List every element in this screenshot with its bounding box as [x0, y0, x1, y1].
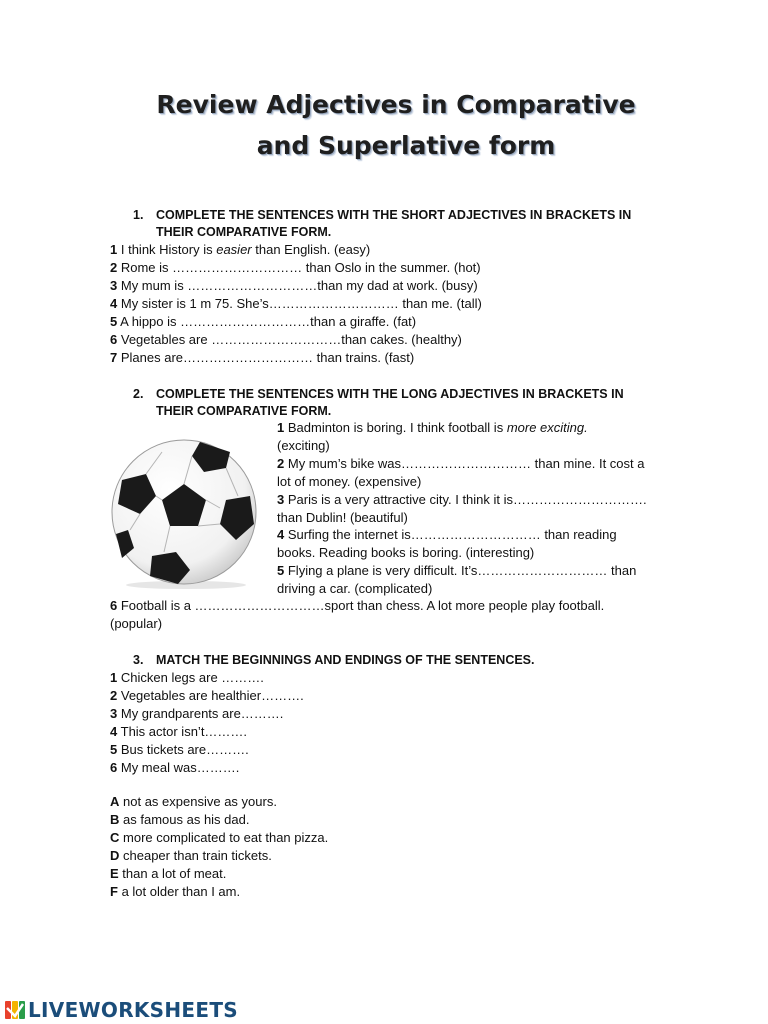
s2-line-6: than Dublin! (beautiful): [277, 510, 408, 525]
s2-line-7: 4 Surfing the internet is………………………… than reading: [277, 527, 617, 542]
s3-ending-a: A not as expensive as yours.: [110, 794, 277, 809]
s2-line-10: driving a car. (complicated): [277, 581, 433, 596]
s1-sentence-3: 3 My mum is …………………………than my dad at work. (busy): [110, 278, 478, 293]
section2-heading: [133, 386, 624, 420]
s3-beginning-5: 5 Bus tickets are……….: [110, 742, 249, 757]
liveworksheets-logo: [4, 998, 238, 1022]
s1-sentence-4: 4 My sister is 1 m 75. She’s………………………… than me. (tall): [110, 296, 482, 311]
s3-beginning-3: 3 My grandparents are……….: [110, 706, 284, 721]
s1-sentence-5: 5 A hippo is …………………………than a giraffe. (fat): [110, 314, 417, 329]
section1-number: 1.: [133, 208, 144, 222]
s2-line-12: (popular): [110, 616, 163, 631]
s2-line-3: 2 My mum’s bike was………………………… than mine. It cost a: [277, 456, 645, 471]
s3-ending-b: B as famous as his dad.: [110, 812, 250, 827]
s2-line-4: lot of money. (expensive): [277, 474, 422, 489]
s2-line-1: 1 Badminton is boring. I think football is more exciting.: [277, 420, 588, 435]
s1-example-answer: easier: [216, 242, 252, 257]
s2-line-11: 6 Football is a …………………………sport than chess. A lot more people play football.: [110, 598, 605, 613]
s3-beginning-6: 6 My meal was……….: [110, 760, 240, 775]
section3-heading: [133, 652, 535, 669]
section1-heading: [133, 207, 632, 241]
s3-ending-d: D cheaper than train tickets.: [110, 848, 272, 863]
page-title-line2: and Superlative form: [256, 131, 556, 160]
section2-heading-line1: COMPLETE THE SENTENCES WITH THE LONG ADJECTIVES IN BRACKETS IN: [156, 387, 624, 401]
section3-number: 3.: [133, 653, 144, 667]
section2-number: 2.: [133, 387, 144, 401]
soccer-ball-icon: [108, 438, 260, 590]
section1-heading-line2: THEIR COMPARATIVE FORM.: [156, 225, 332, 239]
s3-ending-e: E than a lot of meat.: [110, 866, 227, 881]
s1-sentence-6: 6 Vegetables are …………………………than cakes. (healthy): [110, 332, 462, 347]
logo-text: LIVEWORKSHEETS: [28, 998, 239, 1022]
section2-heading-line2: THEIR COMPARATIVE FORM.: [156, 404, 332, 418]
s3-ending-f: F a lot older than I am.: [110, 884, 241, 899]
s1-sentence-7: 7 Planes are………………………… than trains. (fast): [110, 350, 415, 365]
s2-example-answer: more exciting.: [506, 420, 588, 435]
s2-line-9: 5 Flying a plane is very difficult. It’s………………………… than: [277, 563, 637, 578]
section3-heading-text: MATCH THE BEGINNINGS AND ENDINGS OF THE SENTENCES.: [156, 653, 535, 667]
s2-line-2: (exciting): [277, 438, 330, 453]
s3-ending-c: C more complicated to eat than pizza.: [110, 830, 329, 845]
s3-beginning-4: 4 This actor isn’t……….: [110, 724, 248, 739]
s3-beginning-1: 1 Chicken legs are ……….: [110, 670, 264, 685]
s1-sentence-2: 2 Rome is ………………………… than Oslo in the summer. (hot): [110, 260, 481, 275]
liveworksheets-logo-icon: [4, 999, 26, 1021]
s3-beginning-2: 2 Vegetables are healthier……….: [110, 688, 304, 703]
s1-sentence-1: 1 I think History is easier than English. (easy): [110, 242, 371, 257]
s2-line-8: books. Reading books is boring. (interesting): [277, 545, 535, 560]
s2-line-5: 3 Paris is a very attractive city. I think it is………………………….: [277, 492, 647, 507]
section1-heading-line1: COMPLETE THE SENTENCES WITH THE SHORT ADJECTIVES IN BRACKETS IN: [156, 208, 632, 222]
page-title-line1: Review Adjectives in Comparative: [156, 90, 636, 119]
